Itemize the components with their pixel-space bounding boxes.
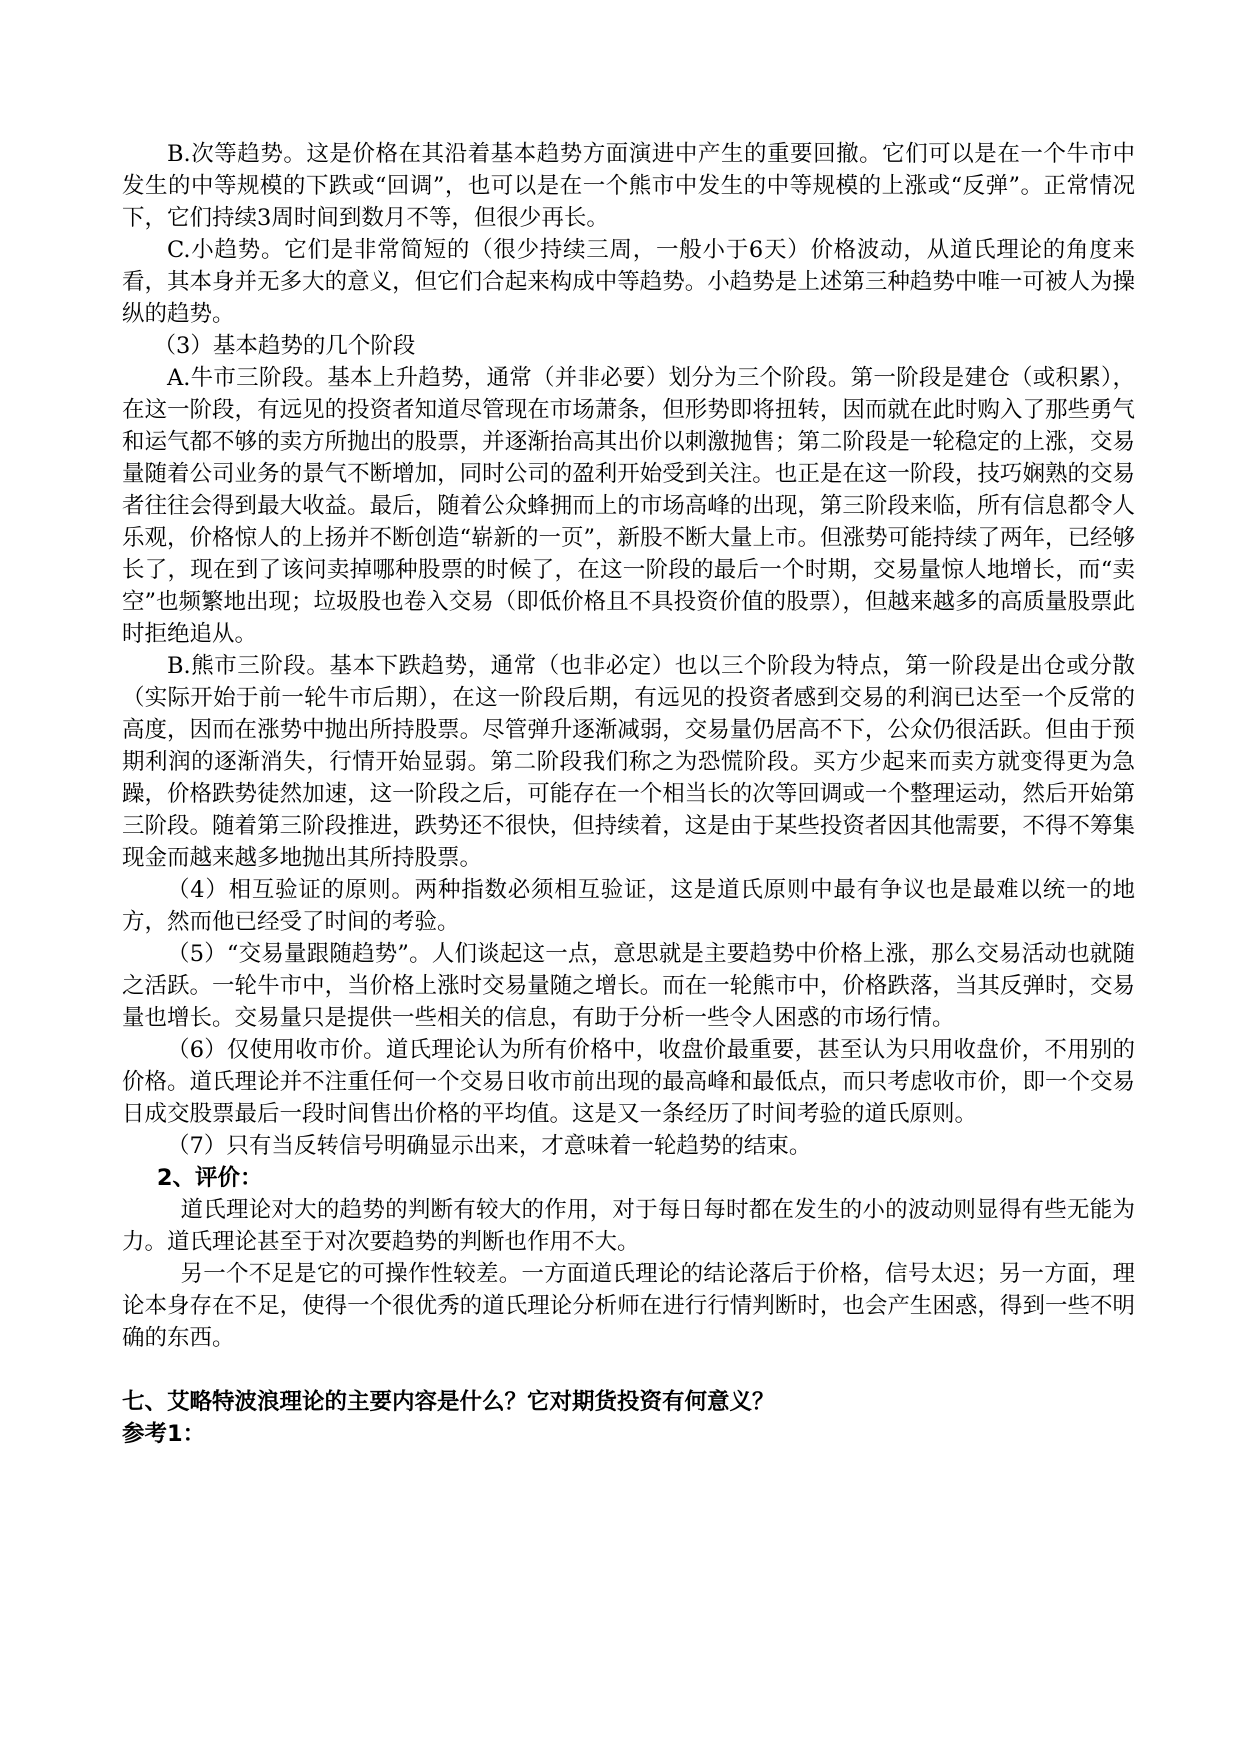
paragraph-secondary-trend: B.次等趋势。这是价格在其沿着基本趋势方面演进中产生的重要回撤。它们可以是在一个牛市中发生的中等规模的下跌或“回调”，也可以是在一个熊市中发生的中等规模的上涨或“反弹”。正常情况下，它们持续3周时间到数月不等，但很少再长。: [122, 141, 1135, 231]
subheading-primary-trend-phases: （3）基本趋势的几个阶段: [153, 333, 416, 359]
heading-evaluation: 2、评价：: [156, 1165, 263, 1191]
document-body: [122, 138, 1135, 1450]
paragraph-closing-price: （6）仅使用收市价。道氏理论认为所有价格中，收盘价最重要，甚至认为只用收盘价，不用别的价格。道氏理论并不注重任何一个交易日收市前出现的最高峰和最低点，而只考虑收市价，即一个交易日成交股票最后一段时间售出价格的平均值。这是又一条经历了时间考验的道氏原则。: [122, 1037, 1135, 1127]
heading-reference-1: 参考1：: [122, 1421, 206, 1447]
paragraph-evaluation-1: 道氏理论对大的趋势的判断有较大的作用，对于每日每时都在发生的小的波动则显得有些无能为力。道氏理论甚至于对次要趋势的判断也作用不大。: [122, 1197, 1135, 1255]
paragraph-bear-market-phases: B.熊市三阶段。基本下跌趋势，通常（也非必定）也以三个阶段为特点，第一阶段是出仓或分散（实际开始于前一轮牛市后期），在这一阶段后期，有远见的投资者感到交易的利润已达至一个反常的高度，因而在涨势中抛出所持股票。尽管弹升逐渐减弱，交易量仍居高不下，公众仍很活跃。但由于预期利润的逐渐消失，行情开始显弱。第二阶段我们称之为恐慌阶段。买方少起来而卖方就变得更为急躁，价格跌势徒然加速，这一阶段之后，可能存在一个相当长的次等回调或一个整理运动，然后开始第三阶段。随着第三阶段推进，跌势还不很快，但持续着，这是由于某些投资者因其他需要，不得不筹集现金而越来越多地抛出其所持股票。: [122, 653, 1135, 871]
paragraph-volume-follows-trend: （5）“交易量跟随趋势”。人们谈起这一点，意思就是主要趋势中价格上涨，那么交易活动也就随之活跃。一轮牛市中，当价格上涨时交易量随之增长。而在一轮熊市中，价格跌落，当其反弹时，交易量也增长。交易量只是提供一些相关的信息，有助于分析一些令人困惑的市场行情。: [122, 941, 1135, 1031]
paragraph-reversal-signal: （7）只有当反转信号明确显示出来，才意味着一轮趋势的结束。: [167, 1133, 812, 1159]
paragraph-minor-trend: C.小趋势。它们是非常简短的（很少持续三周，一般小于6天）价格波动，从道氏理论的角度来看，其本身并无多大的意义，但它们合起来构成中等趋势。小趋势是上述第三种趋势中唯一可被人为操纵的趋势。: [122, 237, 1135, 327]
paragraph-bull-market-phases: A.牛市三阶段。基本上升趋势，通常（并非必要）划分为三个阶段。第一阶段是建仓（或积累），在这一阶段，有远见的投资者知道尽管现在市场萧条，但形势即将扭转，因而就在此时购入了那些勇气和运气都不够的卖方所抛出的股票，并逐渐抬高其出价以刺激抛售；第二阶段是一轮稳定的上涨，交易量随着公司业务的景气不断增加，同时公司的盈利开始受到关注。也正是在这一阶段，技巧娴熟的交易者往往会得到最大收益。最后，随着公众蜂拥而上的市场高峰的出现，第三阶段来临，所有信息都令人乐观，价格惊人的上扬并不断创造“崭新的一页”，新股不断大量上市。但涨势可能持续了两年，已经够长了，现在到了该问卖掉哪种股票的时候了，在这一阶段的最后一个时期，交易量惊人地增长，而“卖空”也频繁地出现；垃圾股也卷入交易（即低价格且不具投资价值的股票），但越来越多的高质量股票此时拒绝追从。: [122, 365, 1136, 647]
paragraph-confirmation-principle: （4）相互验证的原则。两种指数必须相互验证，这是道氏原则中最有争议也是最难以统一的地方，然而他已经受了时间的考验。: [122, 877, 1135, 935]
section-spacer: [122, 1354, 1135, 1386]
heading-question-7: 七、艾略特波浪理论的主要内容是什么？它对期货投资有何意义？: [122, 1389, 775, 1415]
paragraph-evaluation-2: 另一个不足是它的可操作性较差。一方面道氏理论的结论落后于价格，信号太迟；另一方面，理论本身存在不足，使得一个很优秀的道氏理论分析师在进行行情判断时，也会产生困惑，得到一些不明确的东西。: [122, 1261, 1135, 1351]
